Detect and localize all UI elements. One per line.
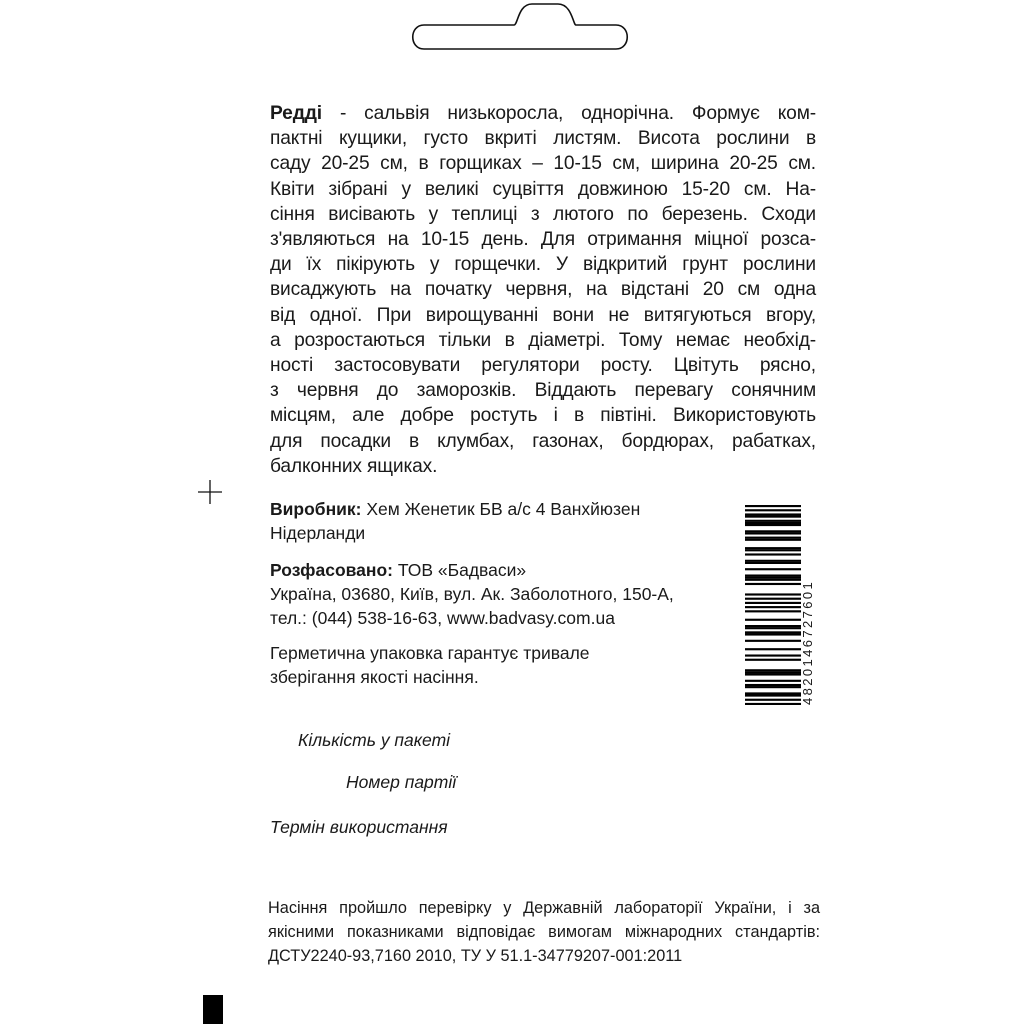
barcode-bar <box>745 610 801 612</box>
description-line: від одної. При вирощуванні вони не витягуються вгору, <box>270 304 816 326</box>
description-line: саду 20-25 см, в горщиках – 10-15 см, ширина 20-25 см. <box>270 153 816 175</box>
barcode-bar <box>745 574 801 576</box>
description-line: з червня до заморозків. Віддають перевагу сонячним <box>270 380 816 402</box>
producer-country: Нідерланди <box>270 523 366 543</box>
barcode-bar <box>745 680 801 682</box>
barcode-bar <box>745 648 801 650</box>
registration-crosshair <box>198 480 222 504</box>
barcode-bar <box>745 513 801 515</box>
barcode-bar <box>745 553 801 555</box>
description-line: висаджують на початку червня, на відстані 20 см одна <box>270 279 816 301</box>
barcode-bar <box>745 684 801 686</box>
barcode-number: 4820146727601 <box>800 579 815 705</box>
barcode-bar <box>745 619 801 621</box>
description-line: а розростаються тільки в діаметрі. Тому немає необхід- <box>270 329 816 351</box>
description-line: пактні кущики, густо вкриті листям. Висота рослини в <box>270 128 816 150</box>
barcode-bar <box>745 633 801 635</box>
barcode-bar <box>745 522 801 524</box>
barcode-bar <box>745 539 801 541</box>
description-line: місцям, але добре ростуть і в півтіні. Використовують <box>270 405 816 427</box>
barcode-bar <box>745 516 801 518</box>
barcode-bar <box>745 562 801 564</box>
barcode-bar <box>745 560 801 562</box>
barcode-bar <box>745 671 801 673</box>
description-line: з'являються на 10-15 день. Для отримання міцної розса- <box>270 229 816 251</box>
plant-description <box>270 101 816 479</box>
packer-label: Розфасовано: <box>270 560 393 580</box>
barcode-bar <box>745 547 801 549</box>
barcode-bar <box>745 593 801 595</box>
barcode-bar <box>745 692 801 694</box>
barcode-bar <box>745 625 801 627</box>
barcode-bar <box>745 673 801 675</box>
barcode-bar <box>745 537 801 539</box>
producer-info <box>270 497 740 545</box>
barcode-bar <box>745 509 801 511</box>
barcode-bar <box>745 686 801 688</box>
description-line: Редді - сальвія низькоросла, однорічна. Формує ком- <box>270 103 816 124</box>
barcode-bar <box>745 577 801 579</box>
barcode-bar <box>745 640 801 642</box>
packer-contacts: тел.: (044) 538-16-63, www.badvasy.com.ua <box>270 608 615 628</box>
barcode-bar <box>745 659 801 661</box>
plant-name: Редді <box>270 103 322 124</box>
barcode-bar <box>745 699 801 701</box>
description-line: для посадки в клумбах, газонах, бордюрах, рабатках, <box>270 430 816 452</box>
barcode-bar <box>745 669 801 671</box>
barcode-bar <box>745 627 801 629</box>
barcode-bar <box>745 694 801 696</box>
expiry-label: Термін використання <box>270 817 448 837</box>
description-line: Квіти зібрані у великі суцвіття довжиною 15-20 см. На- <box>270 178 816 200</box>
producer-name: Хем Женетик БВ а/с 4 Ванхйюзен <box>361 499 641 519</box>
quantity-label: Кількість у пакеті <box>298 730 451 750</box>
hang-tab-outline <box>410 0 634 52</box>
barcode-bar <box>745 524 801 526</box>
barcode-bar <box>745 568 801 570</box>
producer-label: Виробник: <box>270 499 362 519</box>
packaging-guarantee: Герметична упаковка гарантує тривале зберігання якості насіння. <box>270 643 590 687</box>
certification-text: Насіння пройшло перевірку у Державній лабораторії України, і за якісними показниками відповідає вимогам міжнародних стандартів: ДСТУ2240-93,7160 2010, ТУ У 51.1-34779207-001:2011 <box>268 899 820 965</box>
packer-name: ТОВ «Бадваси» <box>392 560 527 580</box>
barcode-bar <box>745 505 801 507</box>
barcode-bar <box>745 520 801 522</box>
barcode-bar <box>745 602 801 604</box>
packer-info <box>270 558 740 630</box>
barcode-bar <box>745 606 801 608</box>
barcode-bar <box>745 579 801 581</box>
barcode-bar <box>745 583 801 585</box>
barcode-bar <box>745 631 801 633</box>
corner-registration-mark <box>203 995 223 1024</box>
barcode-bar <box>745 598 801 600</box>
batch-number-label: Номер партії <box>346 772 457 792</box>
description-line: сіння висівають у теплиці з лютого по березень. Сходи <box>270 203 816 225</box>
barcode-bar <box>745 654 801 656</box>
barcode-bar <box>745 530 801 532</box>
barcode-bar <box>745 532 801 534</box>
barcode-bar <box>745 549 801 551</box>
description-line: балконних ящиках. <box>270 455 438 477</box>
barcode-bar <box>745 703 801 705</box>
description-line: ності застосовувати регулятори росту. Цвітуть рясно, <box>270 355 816 377</box>
description-line: ди їх пікірують у горщечки. У відкритий грунт рослини <box>270 254 816 276</box>
packer-address: Україна, 03680, Київ, вул. Ак. Заболотного, 150-А, <box>270 584 674 604</box>
